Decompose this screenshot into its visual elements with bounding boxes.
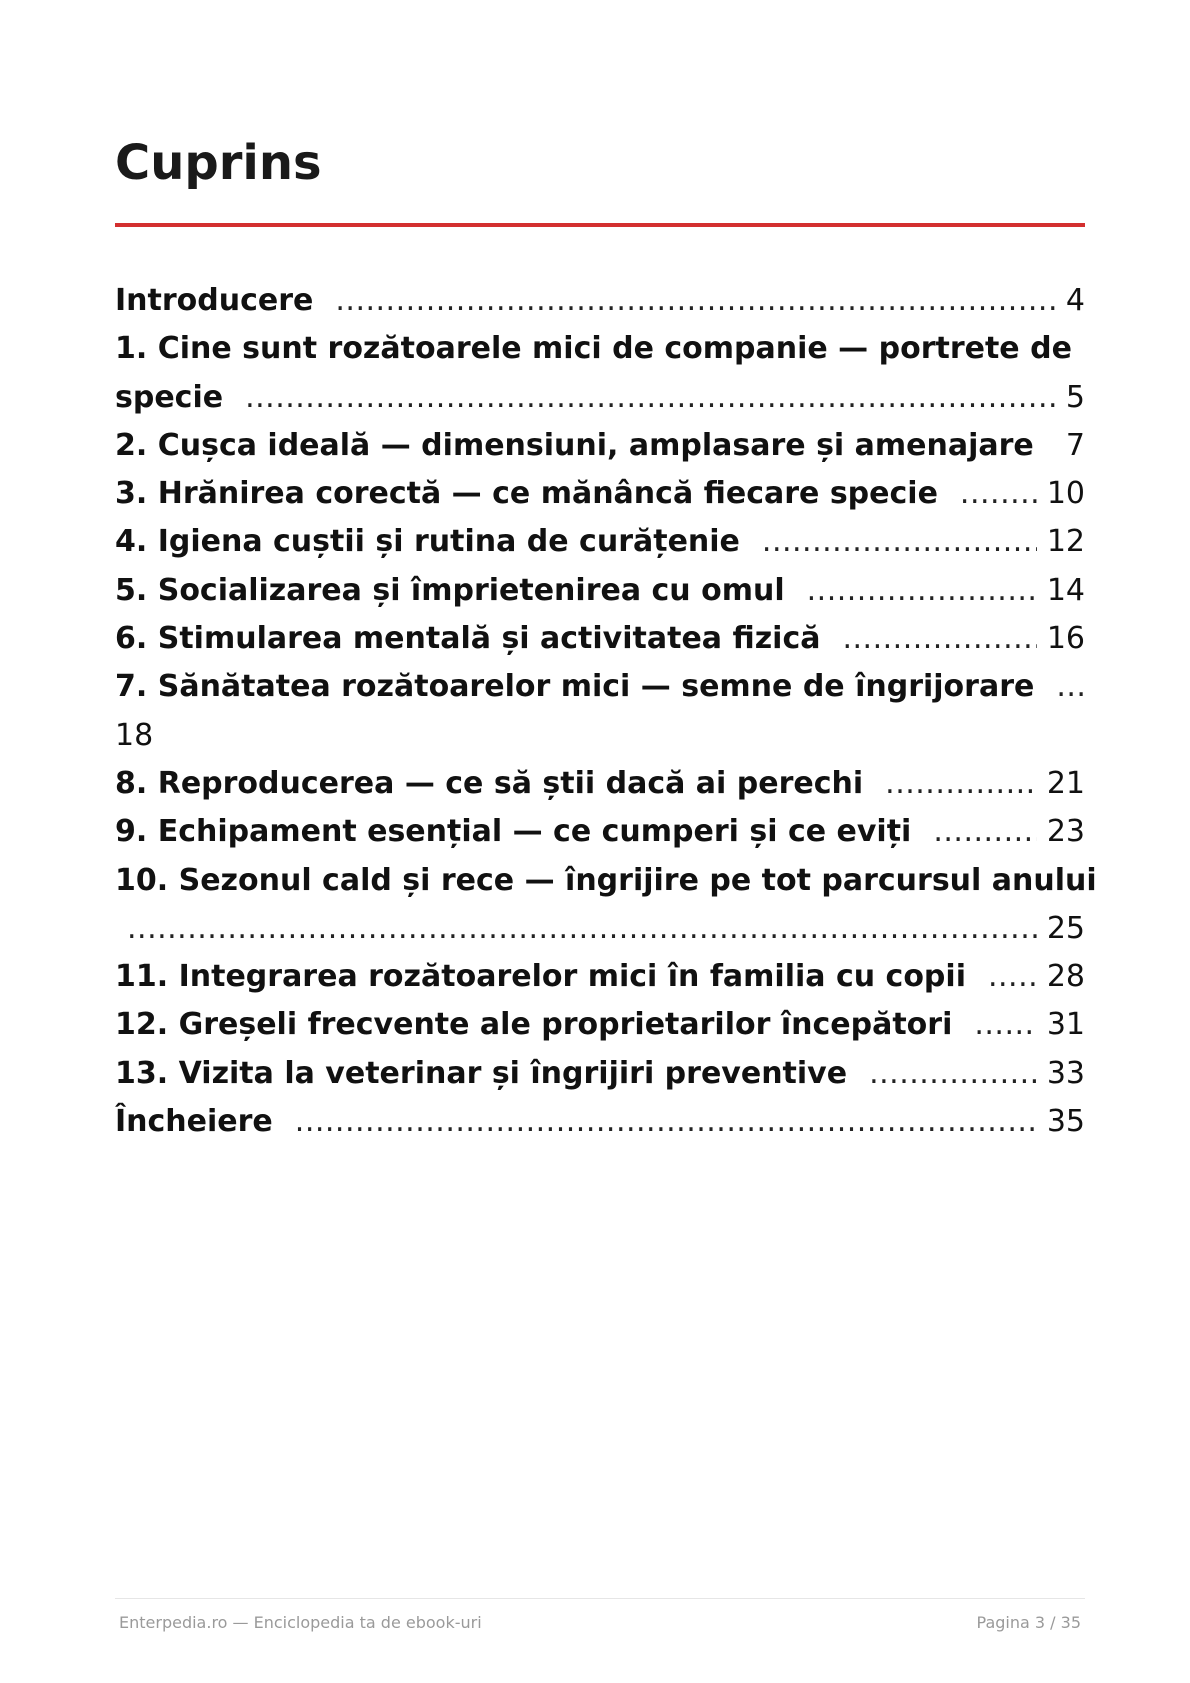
toc-entry-title: 13. Vizita la veterinar și îngrijiri preventive [115,1055,848,1091]
toc-page-number: 35 [1046,1104,1085,1140]
footer-divider [115,1598,1085,1599]
toc-page-number: 4 [1065,283,1085,318]
toc-dot-leader [335,277,1056,325]
toc-entry-title: 1. Cine sunt rozătoarele mici de companie — portrete de [115,331,1072,367]
toc-dot-leader [842,615,1036,663]
toc-dot-leader [245,374,1056,422]
toc-entry-3[interactable] [115,470,1085,518]
toc-page-number: 25 [1046,910,1085,946]
page-title: Cuprins [115,135,322,191]
toc-page-number: 14 [1046,572,1085,608]
toc-dot-leader [885,760,1037,808]
toc-entry-1-continued[interactable] [115,374,1085,422]
footer-page-indicator: Pagina 3 / 35 [976,1613,1081,1632]
toc-entry-2[interactable] [115,422,1085,470]
toc-page-number: 10 [1046,476,1085,512]
toc-entry-title: 3. Hrănirea corectă — ce mănâncă fiecare specie [115,476,938,512]
toc-dot-leader [127,905,1037,953]
toc-entry-title: Încheiere [115,1104,273,1140]
toc-entry-title: 12. Greșeli frecvente ale proprietarilor începători [115,1007,953,1043]
toc-dot-leader [807,567,1037,615]
toc-entry-10-continued[interactable] [115,905,1085,953]
toc-page-number: 16 [1046,621,1085,657]
toc-entry-title: 8. Reproducerea — ce să știi dacă ai perechi [115,765,864,801]
toc-entry-introducere[interactable] [115,277,1085,325]
toc-entry-title: 2. Cușca ideală — dimensiuni, amplasare și amenajare [115,427,1034,463]
toc-page-number: 28 [1046,959,1085,995]
toc-entry-title: 11. Integrarea rozătoarelor mici în familia cu copii [115,959,966,995]
toc-entry-9[interactable] [115,808,1085,856]
toc-page-number: 21 [1046,765,1085,801]
toc-entry-7[interactable] [115,663,1085,711]
toc-page-number: 31 [1046,1007,1085,1043]
toc-entry-13[interactable] [115,1050,1085,1098]
toc-entry-title: 10. Sezonul cald și rece — îngrijire pe tot parcursul anului [115,862,1097,898]
toc-dot-leader [295,1098,1037,1146]
toc-entry-12[interactable] [115,1001,1085,1049]
toc-entry-title: 5. Socializarea și împrietenirea cu omul [115,572,785,608]
toc-entry-4[interactable] [115,518,1085,566]
title-divider [115,223,1085,227]
toc-dot-leader [869,1050,1037,1098]
toc-dot-leader [1056,663,1086,711]
toc-page-number: 18 [115,717,154,753]
toc-entry-title: 4. Igiena cuștii și rutina de curățenie [115,524,740,560]
toc-entry-7-continued[interactable] [115,712,1085,760]
toc-entry-title: 7. Sănătatea rozătoarelor mici — semne de îngrijorare [115,669,1035,705]
toc-dot-leader [762,518,1037,566]
toc-entry-incheiere[interactable] [115,1098,1085,1146]
toc-entry-11[interactable] [115,953,1085,1001]
toc-entry-8[interactable] [115,760,1085,808]
toc-page-number: 12 [1046,524,1085,560]
footer-site-name: Enterpedia.ro — Enciclopedia ta de ebook-uri [119,1613,482,1632]
toc-page-number: 5 [1065,379,1085,415]
toc-entry-1[interactable] [115,325,1085,373]
toc-page-number: 7 [1065,427,1085,463]
toc-page-number: 23 [1046,814,1085,850]
toc-entry-title: 9. Echipament esențial — ce cumperi și ce eviți [115,814,912,850]
table-of-contents [115,277,1097,1146]
toc-dot-leader [974,1001,1036,1049]
toc-entry-5[interactable] [115,567,1085,615]
toc-entry-6[interactable] [115,615,1085,663]
toc-dot-leader [960,470,1037,518]
toc-page-number: 33 [1046,1055,1085,1091]
toc-entry-title-continued: specie [115,379,224,415]
toc-entry-title: 6. Stimularea mentală și activitatea fizică [115,621,821,657]
toc-entry-title: Introducere [115,283,314,318]
toc-dot-leader [933,808,1036,856]
toc-entry-10[interactable] [115,857,1097,905]
toc-dot-leader [988,953,1037,1001]
